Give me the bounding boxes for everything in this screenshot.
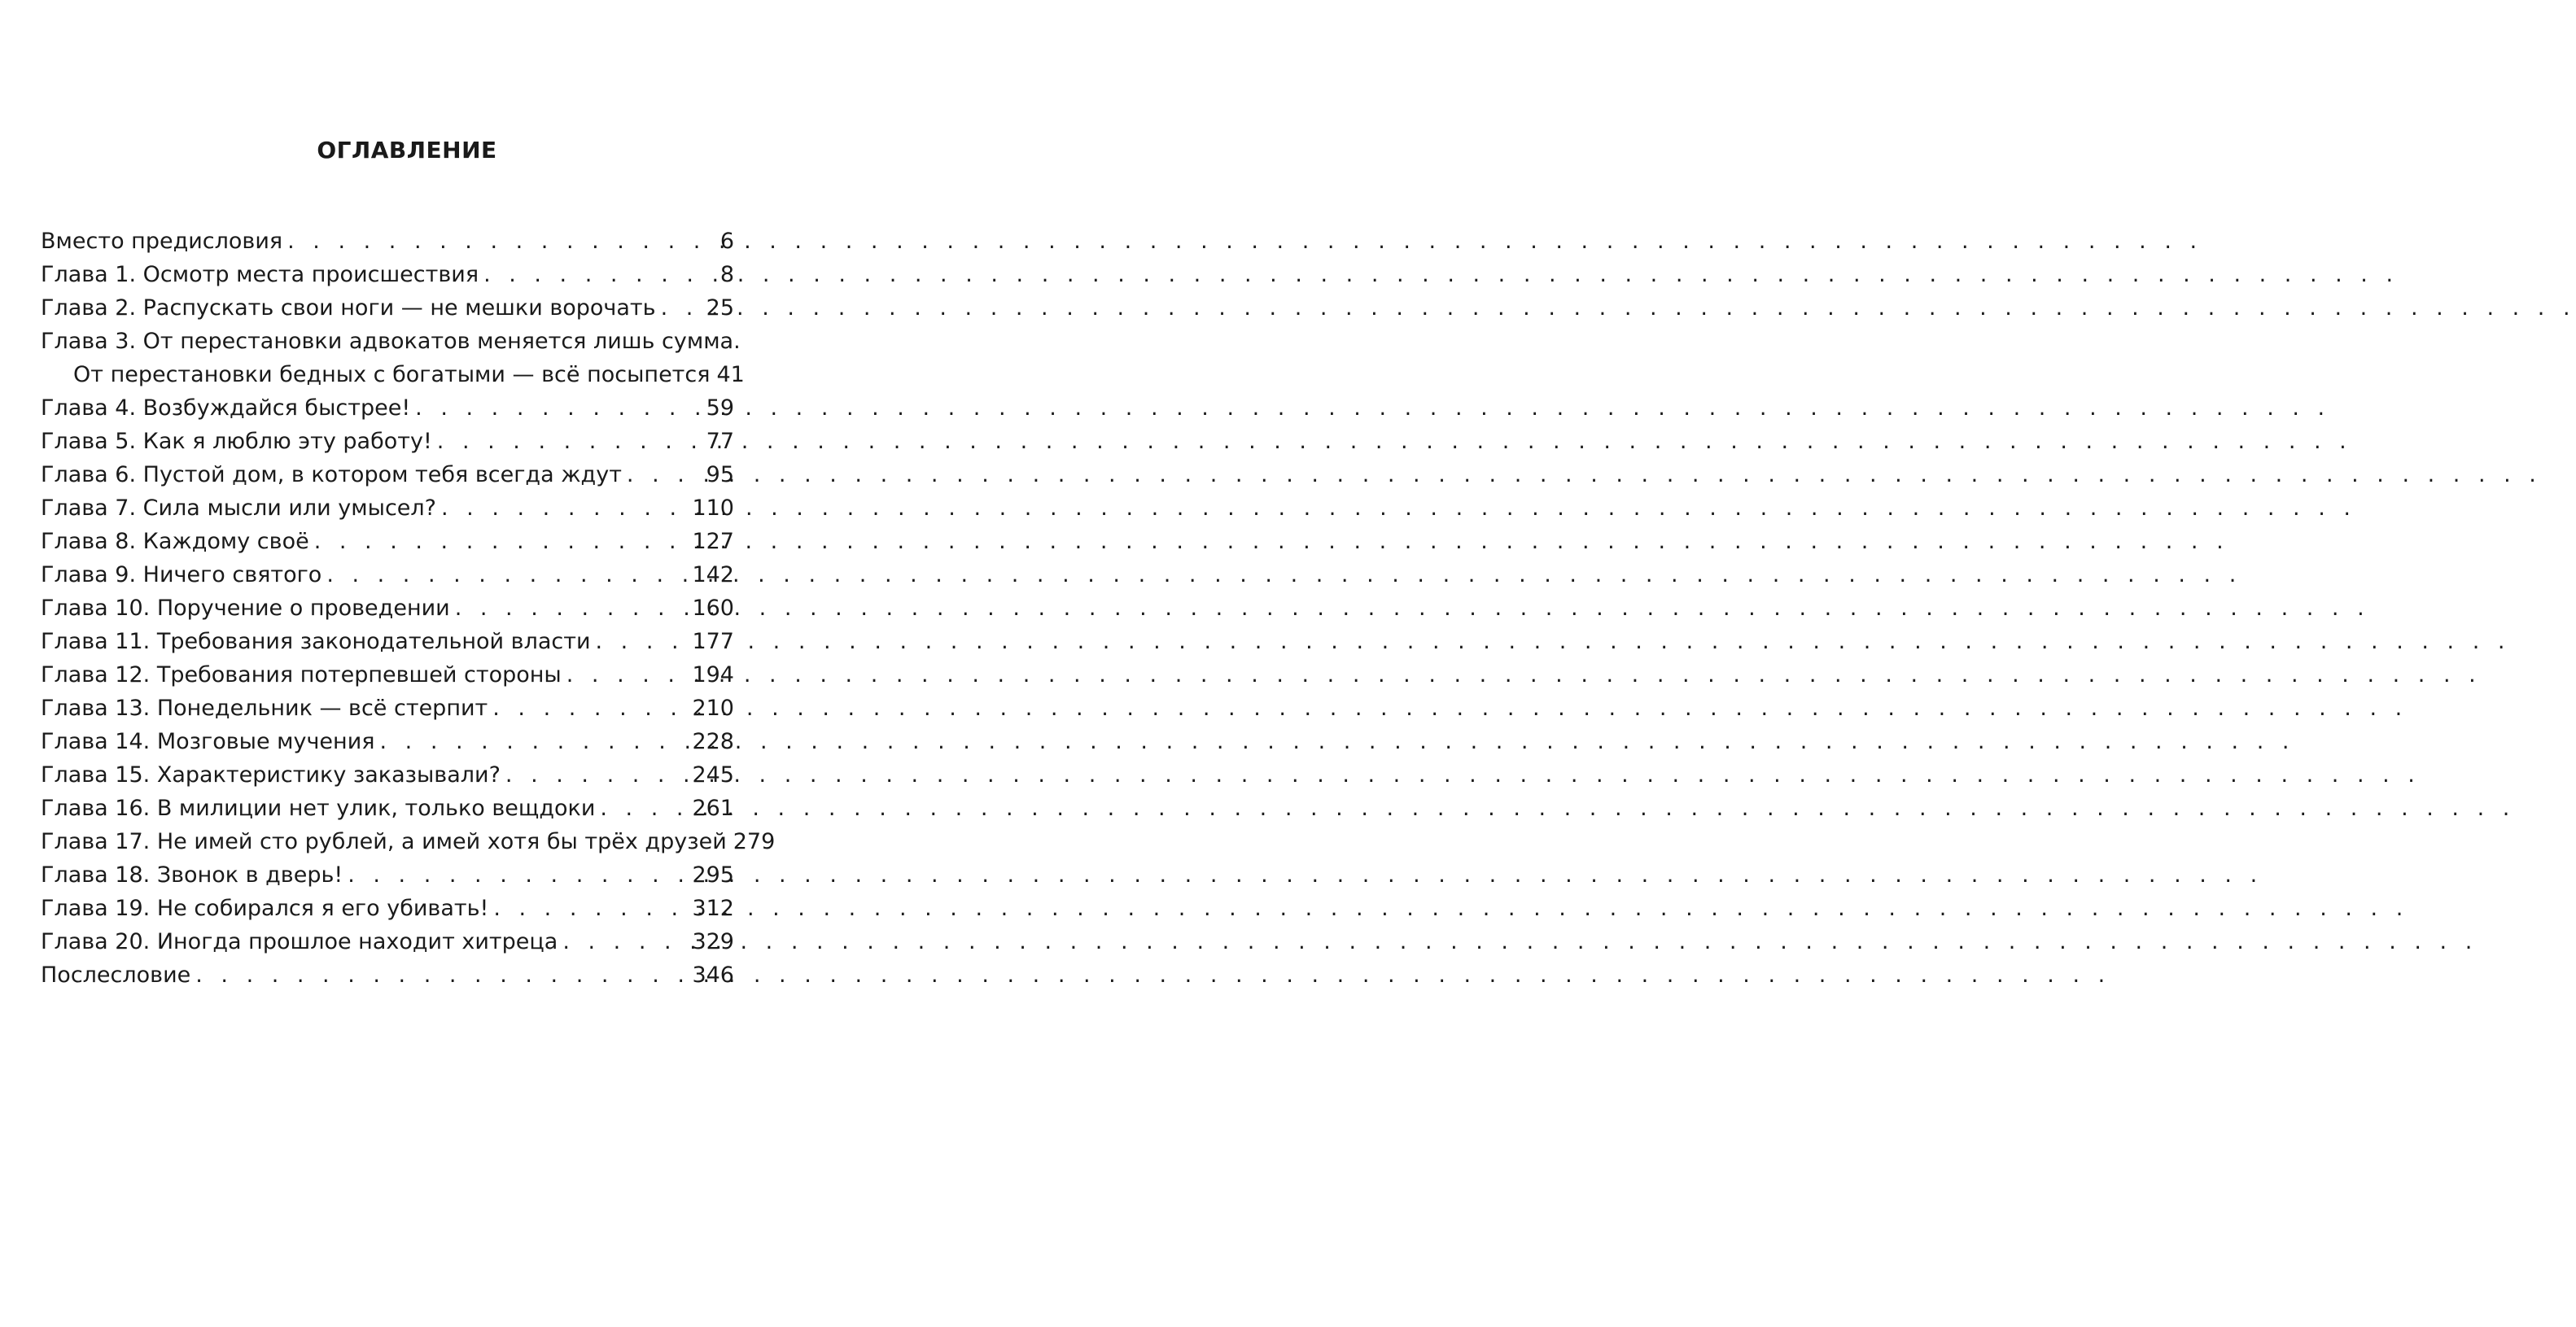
dot-leader: [287, 225, 719, 258]
dot-leader: [600, 792, 690, 825]
dot-leader: [441, 491, 690, 525]
toc-entry-continuation: [41, 358, 745, 391]
toc-entry: [41, 825, 776, 858]
dot-leader: [483, 258, 719, 291]
toc-title: ОГЛАВЛЕНИЕ: [317, 137, 497, 164]
toc-entry-text: Глава 16. В милиции нет улик, только вещдоки: [41, 796, 596, 821]
toc-entry-text: Глава 3. От перестановки адвокатов меняется лишь сумма.: [41, 329, 741, 354]
toc-entry-page: 6: [719, 229, 734, 254]
toc-entry-text: От перестановки бедных с богатыми — всё посыпется: [73, 362, 711, 387]
toc-entry-page: 346: [692, 963, 734, 988]
toc-entry: [41, 858, 734, 892]
toc-entry-text: Глава 4. Возбуждайся быстрее!: [41, 395, 411, 421]
toc-entry-text: Глава 6. Пустой дом, в котором тебя всегда ждут: [41, 462, 622, 487]
toc-entry: [41, 491, 734, 525]
toc-entry: [41, 792, 734, 825]
toc-entry: [41, 591, 734, 625]
dot-leader: [562, 925, 690, 958]
toc-entry-text: Глава 2. Распускать свои ноги — не мешки ворочать: [41, 295, 656, 321]
toc-entry-text: Глава 8. Каждому своё: [41, 529, 309, 554]
dot-leader: [455, 591, 691, 625]
dot-leader: [415, 391, 704, 425]
toc-entry-page: 228: [692, 729, 734, 754]
dot-leader: [505, 758, 691, 792]
toc-entry-page: 142: [692, 562, 734, 587]
toc-entry-page: 329: [692, 929, 734, 954]
toc-entry-page: 95: [706, 462, 734, 487]
dot-leader: [493, 892, 690, 925]
dot-leader: [348, 858, 690, 892]
toc-entry-text: Глава 17. Не имей сто рублей, а имей хотя бы трёх друзей: [41, 829, 727, 854]
dot-leader: [566, 658, 691, 692]
toc-entry: [41, 425, 734, 458]
toc-entry-page: 177: [692, 629, 734, 654]
dot-leader: [596, 625, 691, 658]
toc-entry-page: 59: [706, 395, 734, 421]
toc-entry-page: 41: [716, 362, 745, 387]
toc-entry: [41, 458, 734, 491]
toc-entry-page: 110: [692, 495, 734, 521]
toc-entry-text: Глава 15. Характеристику заказывали?: [41, 762, 501, 788]
toc-entry-text: Глава 18. Звонок в дверь!: [41, 862, 343, 888]
dot-leader: [314, 525, 691, 558]
toc-entry-page: 279: [733, 829, 776, 854]
toc-entry: [41, 291, 734, 325]
toc-entry: [41, 925, 734, 958]
toc-entry-text: Глава 9. Ничего святого: [41, 562, 322, 587]
toc-entry-text: Вместо предисловия: [41, 229, 283, 254]
toc-entry: [41, 892, 734, 925]
toc-entry-page: 127: [692, 529, 734, 554]
toc-entry: [41, 658, 734, 692]
dot-leader: [492, 692, 690, 725]
toc-entry-text: Глава 13. Понедельник — всё стерпит: [41, 696, 488, 721]
toc-entry-page: 245: [692, 762, 734, 788]
toc-entry: [41, 625, 734, 658]
table-of-contents: [41, 225, 776, 992]
dot-leader: [195, 958, 690, 992]
toc-entry-page: 312: [692, 896, 734, 921]
toc-entry: [41, 391, 734, 425]
toc-entry-text: Глава 12. Требования потерпевшей стороны: [41, 662, 562, 688]
toc-entry-page: 261: [692, 796, 734, 821]
toc-entry-page: 194: [692, 662, 734, 688]
toc-entry: [41, 725, 734, 758]
toc-entry-page: 295: [692, 862, 734, 888]
toc-entry-text: Глава 11. Требования законодательной власти: [41, 629, 591, 654]
toc-entry: [41, 325, 741, 358]
toc-entry-text: Глава 14. Мозговые мучения: [41, 729, 375, 754]
dot-leader: [379, 725, 690, 758]
toc-entry: [41, 558, 734, 591]
toc-entry-page: 77: [706, 429, 734, 454]
toc-entry-page: 25: [706, 295, 734, 321]
toc-entry-page: 8: [719, 262, 734, 287]
book-page: [0, 0, 814, 1327]
toc-entry: [41, 758, 734, 792]
toc-entry-text: Глава 19. Не собирался я его убивать!: [41, 896, 489, 921]
dot-leader: [627, 458, 705, 491]
toc-entry: [41, 525, 734, 558]
toc-entry-text: Глава 5. Как я люблю эту работу!: [41, 429, 432, 454]
toc-entry-text: Глава 20. Иногда прошлое находит хитреца: [41, 929, 558, 954]
toc-entry-text: Глава 1. Осмотр места происшествия: [41, 262, 479, 287]
toc-entry-text: Глава 7. Сила мысли или умысел?: [41, 495, 436, 521]
toc-entry: [41, 692, 734, 725]
toc-entry-text: Послесловие: [41, 963, 191, 988]
toc-entry: [41, 225, 734, 258]
dot-leader: [661, 291, 705, 325]
toc-entry: [41, 958, 734, 992]
toc-entry-text: Глава 10. Поручение о проведении: [41, 596, 450, 621]
dot-leader: [437, 425, 705, 458]
dot-leader: [326, 558, 690, 591]
toc-entry-page: 160: [692, 596, 734, 621]
toc-entry-page: 210: [692, 696, 734, 721]
toc-entry: [41, 258, 734, 291]
